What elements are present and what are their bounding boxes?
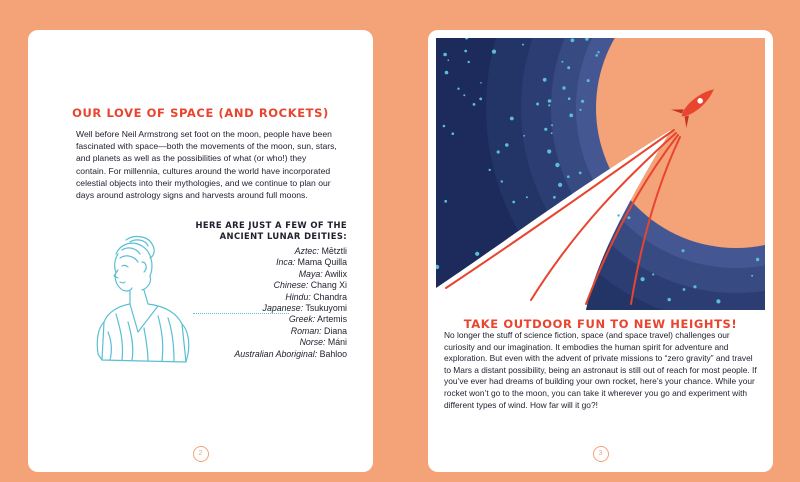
star <box>548 99 552 103</box>
deity-item: Roman: Diana <box>290 325 347 336</box>
star <box>505 143 509 147</box>
star <box>716 299 720 303</box>
star <box>497 150 500 153</box>
page-number: 2 <box>193 446 209 462</box>
star <box>668 298 671 301</box>
star <box>443 53 447 57</box>
star <box>567 66 570 69</box>
star <box>463 94 465 96</box>
star <box>522 44 524 46</box>
star <box>548 104 550 106</box>
page-number: 3 <box>593 446 609 462</box>
star <box>756 258 759 261</box>
right-page-body: No longer the stuff of science fiction, space (and space travel) challenges our curiosity and our imagination. It embodies the human spirit for adventure and exploration. But even with the advent of private missions to “zero gravity” and travel to Mars a distant possibility, being an astronaut is still out of reach for most people. If you’ve ever had dreams of building your own rocket, here’s your chance. While your rocket won’t go to the moon, you can take it wherever you go and experiment with different types of wind. How far will it go?! <box>444 330 757 410</box>
star <box>561 61 563 63</box>
star <box>555 163 559 167</box>
star <box>751 275 753 277</box>
star <box>547 149 551 153</box>
lunar-deities-list <box>177 220 347 360</box>
deity-item: Hindu: Chandra <box>285 291 347 302</box>
star <box>523 135 525 137</box>
star <box>641 277 645 281</box>
star <box>492 50 496 54</box>
star <box>579 172 582 175</box>
star <box>443 125 446 128</box>
star <box>480 82 482 84</box>
star <box>452 132 455 135</box>
left-page <box>28 30 373 472</box>
deity-item: Aztec: Mētztli <box>294 246 347 256</box>
star <box>581 100 584 103</box>
star <box>444 200 447 203</box>
star <box>595 54 598 57</box>
star <box>553 196 556 199</box>
star <box>571 38 575 42</box>
star <box>512 201 515 204</box>
star <box>479 98 482 101</box>
right-page-heading: TAKE OUTDOOR FUN TO NEW HEIGHTS! <box>463 317 738 331</box>
star <box>448 59 450 61</box>
deity-item: Maya: Awilix <box>298 268 347 279</box>
deity-item: Australian Aboriginal: Bahloo <box>234 348 347 359</box>
deity-item: Inca: Mama Quilla <box>276 257 347 268</box>
star <box>544 128 547 131</box>
star <box>468 61 470 63</box>
lunar-deities-title: HERE ARE JUST A FEW OF THE ANCIENT LUNAR DEITIES: <box>195 220 347 241</box>
deity-item: Norse: Máni <box>299 337 347 348</box>
star <box>579 109 581 111</box>
left-page-heading: OUR LOVE OF SPACE (AND ROCKETS) <box>72 106 329 120</box>
star <box>551 124 553 126</box>
star <box>682 249 685 252</box>
star <box>445 71 449 75</box>
star <box>489 169 491 171</box>
star <box>569 114 573 118</box>
star <box>475 252 479 256</box>
star <box>473 103 476 106</box>
star <box>568 97 571 100</box>
star <box>652 273 654 275</box>
star <box>683 288 686 291</box>
deity-item: Chinese: Chang Xi <box>273 280 347 291</box>
star <box>457 88 459 90</box>
rocket-space-illustration <box>436 38 765 310</box>
star <box>543 78 547 82</box>
deity-item: Japanese: Tsukuyomi <box>262 303 347 314</box>
star <box>501 180 503 182</box>
star <box>587 79 590 82</box>
star <box>562 86 565 89</box>
star <box>558 183 562 187</box>
left-page-body: Well before Neil Armstrong set foot on the moon, people have been fascinated with space—both the movements of the moon, sun, stars, and planets as well as the possibilities of what (or who!) they contain. For millennia, cultures around the world have incorporated celestial objects into their mythologies, and we continue to plan our days around astrology signs and harvests around full moons. <box>76 129 337 201</box>
deity-item: Greek: Artemis <box>288 314 347 325</box>
star <box>464 50 467 53</box>
star <box>536 103 539 106</box>
star <box>551 132 553 134</box>
star <box>526 196 528 198</box>
star <box>627 216 630 219</box>
star <box>510 117 514 121</box>
star <box>567 175 570 178</box>
right-page <box>428 30 773 472</box>
star <box>693 285 696 288</box>
star <box>597 51 599 53</box>
star <box>617 214 620 217</box>
